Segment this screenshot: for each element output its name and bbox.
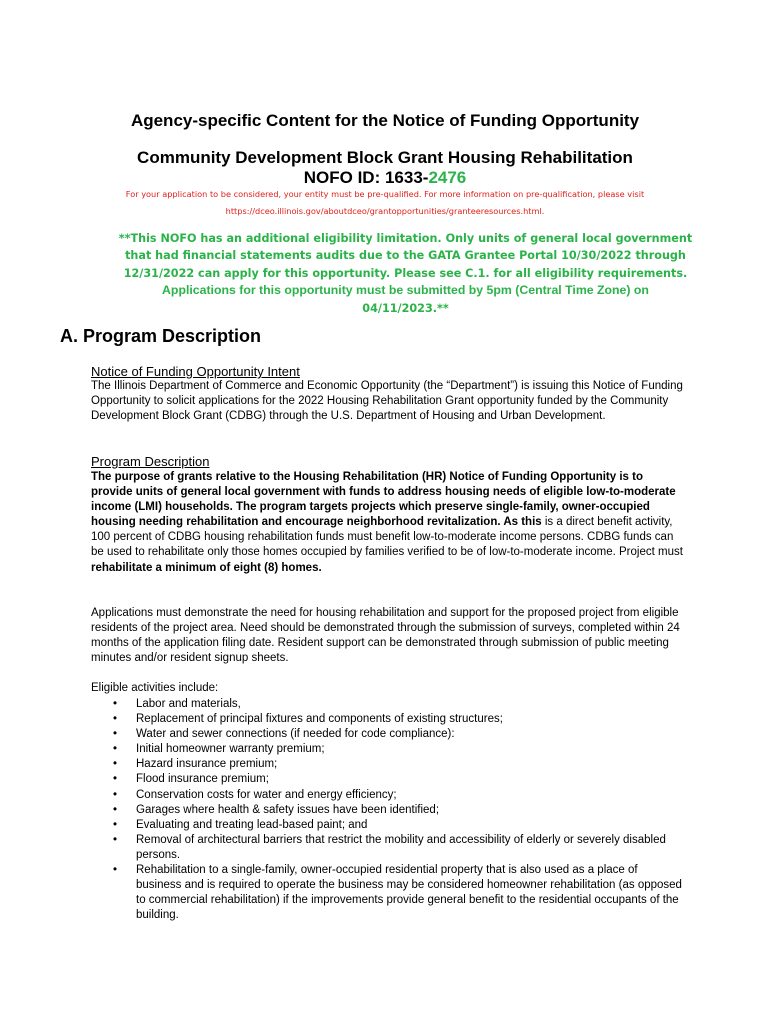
eligibility-line-2: that had financial statements audits due to the GATA Grantee Portal 10/30/2022 through xyxy=(125,249,686,263)
program-purpose-text: is a direct benefit activity, 100 percent of CDBG housing rehabilitation funds must benefit low-to-moderate income persons. CDBG funds can be used to rehabilitate only those homes occupied by families verified to be of low-to-moderate income. Project must xyxy=(91,516,683,559)
program-description-heading: Program Description xyxy=(91,454,210,469)
section-heading: A. Program Description xyxy=(60,326,262,346)
bullet-icon: • xyxy=(113,803,118,816)
list-item: • Conservation costs for water and energy efficiency; xyxy=(91,788,686,803)
bullet-icon: • xyxy=(113,698,118,710)
bullet-icon: • xyxy=(113,833,118,846)
need-paragraph: Applications must demonstrate the need for housing rehabilitation and support for the proposed project from eligible residents of the project area. Need should be demonstrated through the submission of surveys, completed within 24 months of the application filing date. Resident support can be demonstrated through submission of public meeting minutes and/or resident signup sheets. xyxy=(91,607,680,665)
nofo-id xyxy=(0,168,770,188)
bullet-icon: • xyxy=(113,728,118,741)
prequalification-notice xyxy=(100,186,670,220)
nofo-id-prefix: NOFO ID: 1633- xyxy=(303,168,429,187)
list-item: • Evaluating and treating lead-based paint; and xyxy=(91,818,686,833)
list-item: • Flood insurance premium; xyxy=(91,772,686,787)
intent-heading: Notice of Funding Opportunity Intent xyxy=(91,364,300,379)
list-item: • Rehabilitation to a single-family, owner-occupied residential property that is also used as a place of business and is required to operate the business may be considered homeowner rehabilitation (as opposed to commercial rehabilitation) if the improvements provide general benefit to the residential occupants of the building. xyxy=(113,864,682,922)
list-item: • Removal of architectural barriers that restrict the mobility and accessibility of elderly or severely disabled persons. xyxy=(113,833,666,861)
bullet-icon: • xyxy=(113,864,118,877)
eligible-activities-intro: Eligible activities include: xyxy=(91,682,219,694)
eligibility-notice xyxy=(118,230,693,317)
deadline-line-2: 04/11/2023.** xyxy=(362,301,449,315)
program-title: Community Development Block Grant Housing Rehabilitation xyxy=(137,148,633,167)
document-title: Agency-specific Content for the Notice of Funding Opportunity xyxy=(130,111,640,130)
prequal-link[interactable]: https://dceo.illinois.gov/aboutdceo/grantopportunities/granteeresources.html. xyxy=(225,206,545,216)
minimum-homes-bold: rehabilitate a minimum of eight (8) homes. xyxy=(91,561,322,574)
list-item: • Garages where health & safety issues have been identified; xyxy=(91,803,686,818)
eligibility-line-1: **This NOFO has an additional eligibility limitation. Only units of general local government xyxy=(118,232,693,245)
deadline-line-1: Applications for this opportunity must be submitted by 5pm (Central Time Zone) on xyxy=(162,283,649,298)
bullet-icon: • xyxy=(113,818,118,831)
list-item: • Hazard insurance premium; xyxy=(91,757,686,772)
bullet-icon: • xyxy=(113,743,118,756)
bullet-icon: • xyxy=(113,788,118,801)
bullet-icon: • xyxy=(113,758,118,771)
intent-paragraph: The Illinois Department of Commerce and Economic Opportunity (the “Department”) is issuing this Notice of Funding Opportunity to solicit applications for the 2022 Housing Rehabilitation Grant opportunity funded by the Community Development Block Grant (CDBG) through the U.S. Department of Housing and Urban Development. xyxy=(91,380,683,423)
list-item: • Labor and materials, xyxy=(91,697,686,712)
eligible-activities-list xyxy=(91,697,686,923)
eligibility-line-3: 12/31/2022 can apply for this opportunity. Please see C.1. for all eligibility requirements. xyxy=(123,266,688,280)
bullet-icon: • xyxy=(113,713,118,726)
prequal-text: For your application to be considered, your entity must be pre-qualified. For more information on pre-qualification, please visit xyxy=(125,189,645,199)
list-item: • Water and sewer connections (if needed for code compliance): xyxy=(91,727,686,742)
nofo-id-number: 2476 xyxy=(428,168,467,187)
program-purpose-bold: The purpose of grants relative to the Housing Rehabilitation (HR) Notice of Funding Opportunity is to provide units of general local government with funds to address housing needs of eligible low-to-moderate income (LMI) households. The program targets projects which preserve single-family, owner-occupied housing needing rehabilitation and encourage neighborhood revitalization. As this xyxy=(91,471,676,529)
list-item: • Replacement of principal fixtures and components of existing structures; xyxy=(91,712,686,727)
bullet-icon: • xyxy=(113,773,118,786)
program-description-paragraph xyxy=(91,470,686,576)
list-item: • Initial homeowner warranty premium; xyxy=(91,742,686,757)
